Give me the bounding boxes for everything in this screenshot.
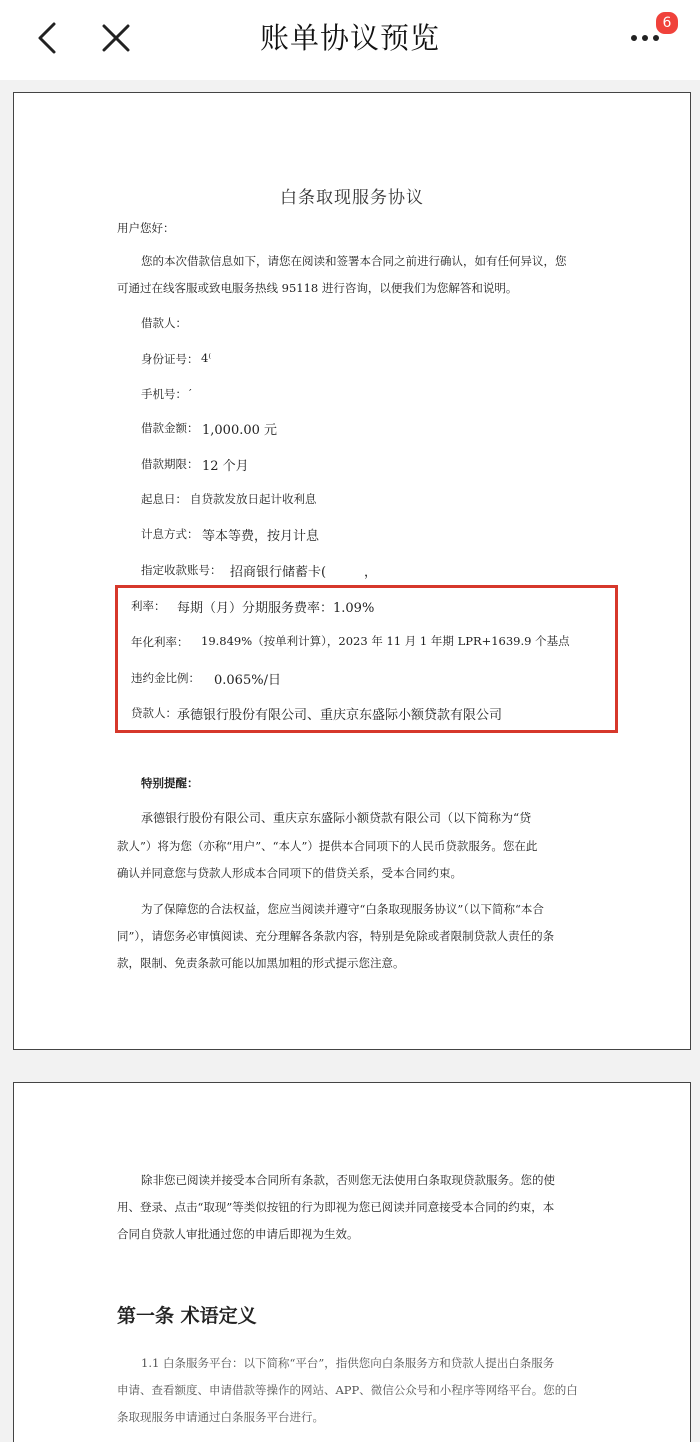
- document-title: 白条取现服务协议: [280, 188, 424, 208]
- notice-line: 承德银行股份有限公司、重庆京东盛际小额贷款有限公司（以下简称为“贷: [141, 811, 532, 825]
- annual-rate-label: 年化利率：: [131, 635, 189, 649]
- term-value: 12 个月: [202, 459, 249, 474]
- agreement-page-1[interactable]: [13, 92, 691, 1050]
- penalty-value: 0.065%/日: [214, 673, 281, 688]
- calc-method-value: 等本等费，按月计息: [202, 529, 320, 544]
- phone-label: 手机号：: [141, 387, 187, 401]
- account-suffix: ，: [364, 565, 378, 580]
- agreement-page-2[interactable]: [13, 1082, 691, 1442]
- phone-value: ′: [189, 386, 192, 400]
- id-value: 4⁽: [201, 351, 212, 365]
- lender-value: 承德银行股份有限公司、重庆京东盛际小额贷款有限公司: [177, 708, 503, 723]
- account-label: 指定收款账号：: [141, 563, 222, 577]
- notice-title: 特别提醒：: [141, 776, 199, 790]
- paragraph-line: 除非您已阅读并接受本合同所有条款，否则您无法使用白条取现贷款服务。您的使: [141, 1173, 555, 1187]
- id-label: 身份证号：: [141, 352, 199, 366]
- annual-rate-value: 19.849%（按单利计算），2023 年 11 月 1 年期 LPR+1639.9 个基点: [201, 634, 570, 648]
- amount-value: 1,000.00 元: [202, 423, 278, 438]
- account-value: 招商银行储蓄卡(: [230, 565, 327, 580]
- definition-line: 1.1 白条服务平台：以下简称“平台”，指供您向白条服务方和贷款人提出白条服务: [141, 1356, 555, 1370]
- intro-line: 您的本次借款信息如下，请您在阅读和签署本合同之前进行确认，如有任何异议，您: [141, 254, 567, 268]
- notification-badge: 6: [654, 10, 680, 36]
- calc-method-label: 计息方式：: [141, 527, 199, 541]
- amount-label: 借款金额：: [141, 421, 199, 435]
- intro-line: 可通过在线客服或致电服务热线 95118 进行咨询，以便我们为您解答和说明。: [117, 281, 518, 295]
- paragraph-line: 合同自贷款人审批通过您的申请后即视为生效。: [117, 1227, 359, 1241]
- section-title: 第一条 术语定义: [117, 1305, 257, 1327]
- notice-line: 款人”）将为您（亦称“用户”、“本人”）提供本合同项下的人民币贷款服务。您在此: [117, 839, 538, 853]
- greeting: 用户您好：: [117, 221, 175, 235]
- interest-start-label: 起息日：: [141, 492, 187, 506]
- term-label: 借款期限：: [141, 457, 199, 471]
- notice-line: 为了保障您的合法权益，您应当阅读并遵守“白条取现服务协议”（以下简称“本合: [141, 902, 544, 916]
- notice-line: 确认并同意您与贷款人形成本合同项下的借贷关系，受本合同约束。: [117, 866, 462, 880]
- interest-start-value: 自贷款发放日起计收利息: [190, 492, 317, 506]
- page-title: 账单协议预览: [259, 21, 440, 55]
- borrower-label: 借款人：: [141, 316, 187, 330]
- top-navigation-bar: [0, 0, 700, 80]
- notice-line: 款，限制、免责条款可能以加黑加粗的形式提示您注意。: [117, 956, 405, 970]
- paragraph-line: 用、登录、点击“取现”等类似按钮的行为即视为您已阅读并同意接受本合同的约束，本: [117, 1200, 555, 1214]
- rate-label: 利率：: [131, 599, 166, 613]
- penalty-label: 违约金比例：: [131, 671, 200, 685]
- definition-line: 条取现服务申请通过白条服务平台进行。: [117, 1410, 324, 1424]
- notice-line: 同”），请您务必审慎阅读、充分理解各条款内容，特别是免除或者限制贷款人责任的条: [117, 929, 555, 943]
- lender-label: 贷款人：: [131, 706, 177, 720]
- rate-value: 每期（月）分期服务费率：1.09%: [177, 601, 375, 616]
- definition-line: 申请、查看额度、申请借款等操作的网站、APP、微信公众号和小程序等网络平台。您的白: [117, 1383, 578, 1397]
